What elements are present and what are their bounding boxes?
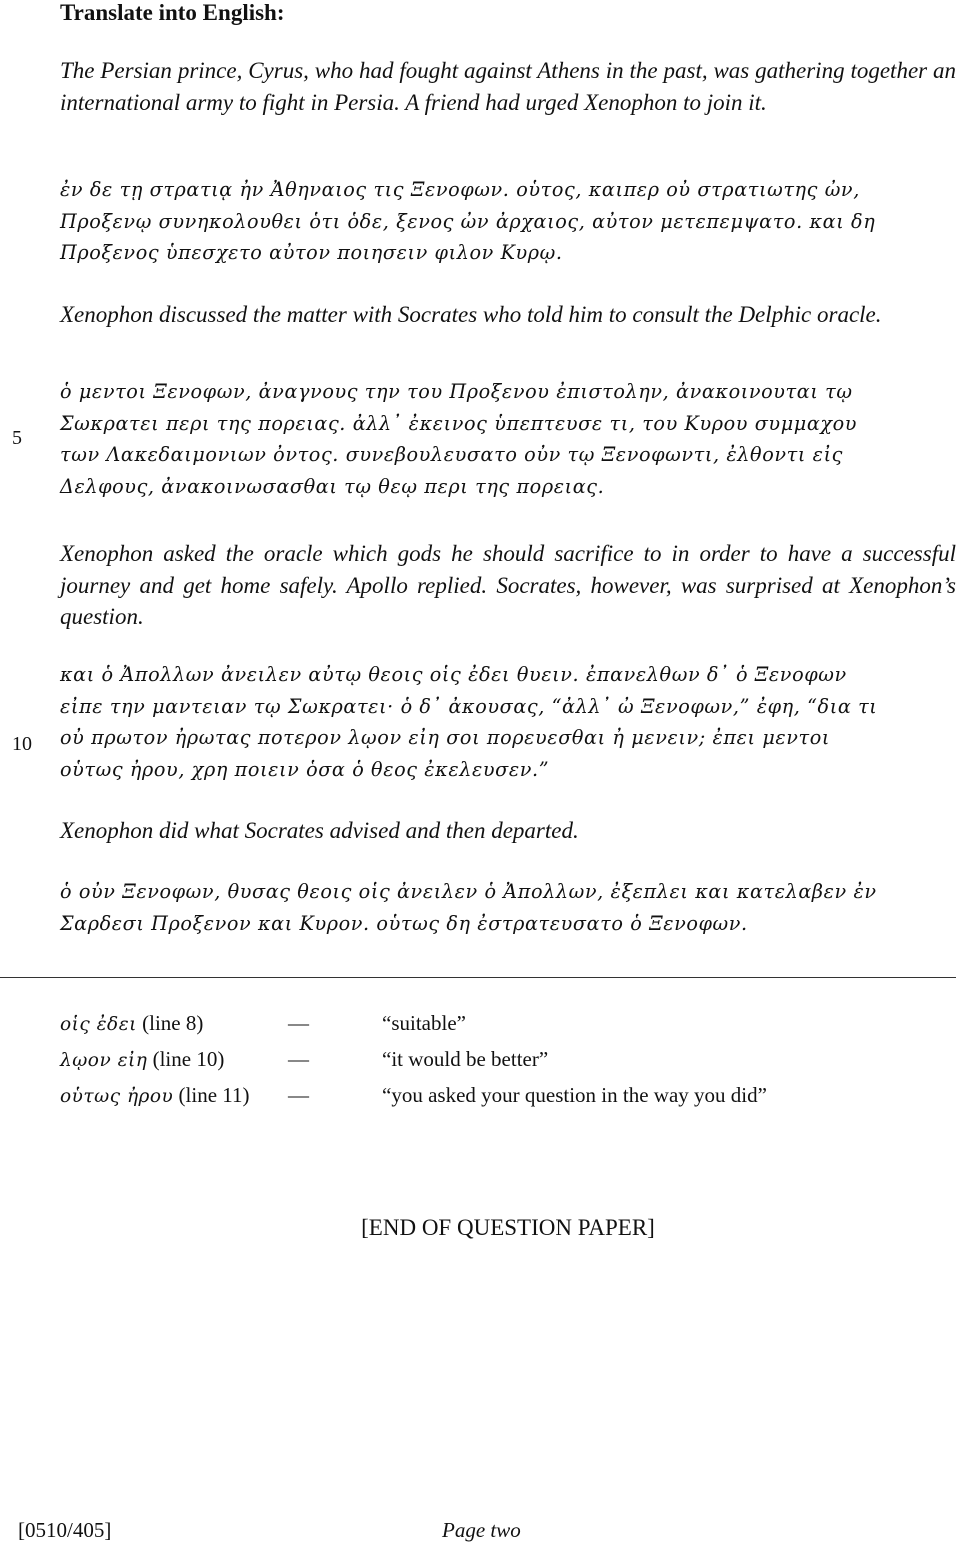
greek-line: ὁ οὐν Ξενοφων, θυσας θεοις οἱς ἀνειλεν ὁ Ἀπολλων, ἐξεπλει και κατελαβεν ἐν <box>60 880 877 903</box>
glossary-entry <box>60 1082 960 1118</box>
passage-english-2: Xenophon discussed the matter with Socrates who told him to consult the Delphic oracle. <box>60 302 882 327</box>
line-number-5: 5 <box>12 427 22 449</box>
glossary-dash: — <box>288 1047 309 1071</box>
passage-english-3: Xenophon asked the oracle which gods he should sacrifice to in order to have a successful journey and get home safely. Apollo replied. Socrates, however, was surprised at Xenophon’s question. <box>60 541 956 629</box>
greek-line: ἐν δε τῃ στρατιᾳ ἠν Ἀθηναιος τις Ξενοφων. οὑτος, καιπερ οὐ στρατιωτης ὠν, <box>60 178 860 201</box>
end-of-paper: [END OF QUESTION PAPER] <box>361 1215 655 1240</box>
greek-line: ὁ μεντοι Ξενοφων, ἀναγνους την του Προξενου ἐπιστολην, ἀνακοινουται τῳ <box>60 380 853 403</box>
passage-english-4: Xenophon did what Socrates advised and then departed. <box>60 818 579 843</box>
greek-line: των Λακεδαιμονιων ὀντος. συνεβουλευσατο οὐν τῳ Ξενοφωντι, ἐλθοντι εἰς <box>60 443 844 466</box>
greek-line: Προξενῳ συνηκολουθει ὁτι ὁδε, ξενος ὠν ἀρχαιος, αὐτον μετεπεμψατο. και δη <box>60 209 876 233</box>
page-heading: Translate into English: <box>60 0 285 25</box>
glossary-term: λῳον εἰη (line 10) <box>60 1047 225 1071</box>
greek-line: και ὁ Ἀπολλων ἀνειλεν αὐτῳ θεοις οἱς ἐδει θυειν. ἐπανελθων δ᾽ ὁ Ξενοφων <box>60 663 847 686</box>
greek-line: εἰπε την μαντειαν τῳ Σωκρατει· ὁ δ᾽ ἀκουσας, “ἀλλ᾽ ὠ Ξενοφων,” ἐφη, “δια τι <box>60 694 878 718</box>
glossary-term: οἱς ἐδει (line 8) <box>60 1011 204 1035</box>
greek-line: οὑτως ἠρου, χρη ποιειν ὁσα ὁ θεος ἐκελευσεν.” <box>60 757 550 781</box>
passage-intro: The Persian prince, Cyrus, who had fought against Athens in the past, was gathering together an international army to fight in Persia. A friend had urged Xenophon to join it. <box>60 58 956 115</box>
greek-line: Προξενος ὑπεσχετο αὐτον ποιησειν φιλον Κυρῳ. <box>60 241 563 264</box>
glossary-meaning: “it would be better” <box>382 1047 549 1071</box>
greek-line: Δελφους, ἀνακοινωσασθαι τῳ θεῳ περι της πορειας. <box>60 474 605 498</box>
glossary-dash: — <box>288 1011 309 1035</box>
greek-passage-3 <box>60 659 956 785</box>
line-number-10: 10 <box>12 733 32 755</box>
greek-line: Σωκρατει περι της πορειας. ἀλλ᾽ ἐκεινος ὑπεπτευσε τι, του Κυρου συμμαχου <box>60 411 858 435</box>
glossary-dash: — <box>288 1083 309 1107</box>
glossary-meaning: “you asked your question in the way you did” <box>382 1083 767 1107</box>
greek-passage-2 <box>60 376 956 502</box>
divider-rule <box>0 977 956 978</box>
paper-code: [0510/405] <box>18 1518 112 1542</box>
glossary-meaning: “suitable” <box>382 1011 466 1035</box>
page-number: Page two <box>442 1518 521 1542</box>
glossary-entry <box>60 1046 960 1082</box>
greek-passage-1 <box>60 174 956 269</box>
greek-line: οὐ πρωτον ἠρωτας ποτερον λῳον εἰη σοι πορευεσθαι ἠ μενειν; ἐπει μεντοι <box>60 726 831 749</box>
greek-line: Σαρδεσι Προξενον και Κυρον. οὑτως δη ἐστρατευσατο ὁ Ξενοφων. <box>60 911 748 935</box>
glossary-term: οὑτως ἠρου (line 11) <box>60 1083 250 1107</box>
greek-passage-4 <box>60 876 956 939</box>
glossary-entry <box>60 1010 960 1046</box>
